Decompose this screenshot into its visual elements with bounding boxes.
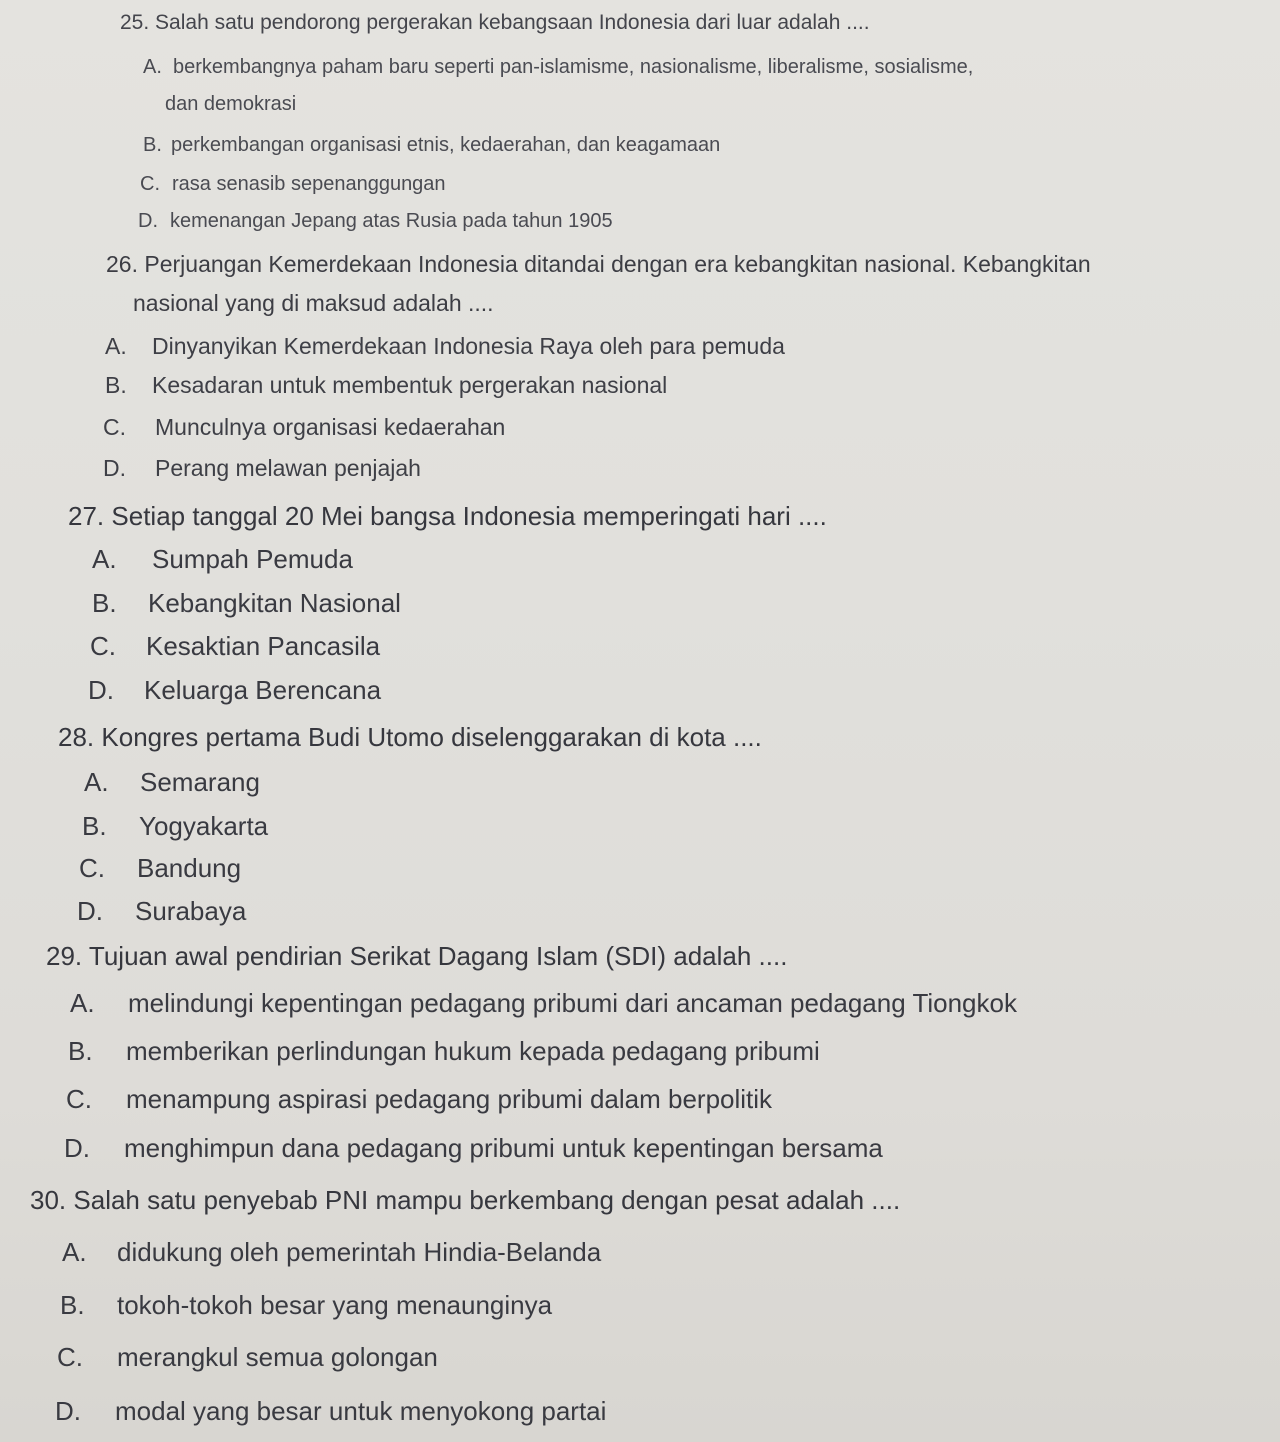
question-25 — [120, 12, 870, 33]
option-30-b — [60, 1292, 552, 1318]
option-letter: A. — [70, 988, 95, 1018]
option-letter: D. — [55, 1396, 81, 1426]
option-30-a — [62, 1239, 601, 1265]
option-29-c — [66, 1086, 772, 1112]
option-text: melindungi kepentingan pedagang pribumi dari ancaman pedagang Tiongkok — [128, 988, 1017, 1018]
option-letter: D. — [88, 675, 114, 705]
question-text: Salah satu pendorong pergerakan kebangsaan Indonesia dari luar adalah .... — [155, 11, 870, 34]
option-letter: D. — [77, 896, 103, 926]
option-letter: A. — [84, 767, 109, 797]
option-26-b — [105, 374, 667, 397]
question-number: 27. — [68, 501, 105, 531]
question-text: Setiap tanggal 20 Mei bangsa Indonesia memperingati hari .... — [111, 501, 827, 531]
option-letter: B. — [60, 1290, 85, 1320]
option-letter: B. — [105, 372, 127, 398]
option-letter: A. — [92, 544, 117, 574]
question-number: 28. — [58, 722, 95, 752]
option-text: didukung oleh pemerintah Hindia-Belanda — [117, 1237, 602, 1267]
question-text: Perjuangan Kemerdekaan Indonesia ditandai dengan era kebangkitan nasional. Kebangkitan — [144, 251, 1091, 277]
option-text: Kesadaran untuk membentuk pergerakan nasional — [152, 372, 668, 398]
question-text: Tujuan awal pendirian Serikat Dagang Islam (SDI) adalah .... — [88, 941, 788, 971]
option-text: Bandung — [137, 853, 242, 883]
option-text: Kesaktian Pancasila — [146, 631, 381, 661]
option-29-a — [70, 990, 1017, 1016]
option-29-b — [68, 1038, 820, 1064]
option-25-c — [140, 174, 446, 194]
option-letter: B. — [143, 134, 162, 156]
question-number: 25. — [120, 11, 150, 34]
question-29 — [46, 943, 787, 969]
option-27-c — [90, 633, 380, 659]
option-27-a — [92, 546, 353, 572]
option-letter: B. — [82, 811, 107, 841]
option-text: rasa senasib sepenanggungan — [172, 173, 446, 195]
option-26-d — [103, 457, 421, 480]
option-text: Semarang — [140, 767, 260, 797]
option-27-b — [92, 590, 401, 616]
option-text: Sumpah Pemuda — [152, 544, 353, 574]
option-text: Keluarga Berencana — [144, 675, 382, 705]
option-letter: B. — [68, 1036, 93, 1066]
option-28-a — [84, 769, 260, 795]
option-text: menampung aspirasi pedagang pribumi dalam berpolitik — [126, 1084, 773, 1114]
option-30-c — [57, 1344, 438, 1370]
option-text: modal yang besar untuk menyokong partai — [115, 1396, 607, 1426]
option-30-d — [55, 1398, 606, 1424]
option-text: Munculnya organisasi kedaerahan — [155, 414, 506, 440]
question-30 — [30, 1187, 900, 1213]
question-26 — [106, 253, 1091, 276]
option-text: Kebangkitan Nasional — [148, 588, 401, 618]
option-letter: C. — [66, 1084, 92, 1114]
option-28-d — [77, 898, 246, 924]
option-letter: C. — [57, 1342, 83, 1372]
option-25-a — [143, 57, 973, 77]
question-number: 29. — [46, 941, 83, 971]
option-text: Perang melawan penjajah — [155, 455, 421, 481]
question-text: nasional yang di maksud adalah .... — [133, 290, 494, 316]
option-letter: A. — [62, 1237, 87, 1267]
option-text: perkembangan organisasi etnis, kedaerahan, dan keagamaan — [171, 134, 721, 156]
option-letter: C. — [103, 414, 126, 440]
option-25-a-continued — [165, 94, 296, 114]
option-26-c — [103, 416, 505, 439]
question-number: 26. — [106, 251, 138, 277]
option-text: dan demokrasi — [165, 93, 297, 115]
option-letter: C. — [140, 173, 160, 195]
option-letter: C. — [90, 631, 116, 661]
option-text: kemenangan Jepang atas Rusia pada tahun 1905 — [170, 210, 613, 232]
option-text: Dinyanyikan Kemerdekaan Indonesia Raya oleh para pemuda — [152, 333, 785, 359]
question-number: 30. — [30, 1185, 67, 1215]
option-25-b — [143, 135, 720, 155]
option-text: Yogyakarta — [139, 811, 269, 841]
option-letter: A. — [143, 56, 162, 78]
question-28 — [58, 724, 762, 750]
option-28-b — [82, 813, 268, 839]
option-text: Surabaya — [135, 896, 247, 926]
option-25-d — [138, 211, 613, 231]
option-letter: B. — [92, 588, 117, 618]
question-27 — [68, 503, 827, 529]
option-letter: D. — [138, 210, 158, 232]
option-27-d — [88, 677, 381, 703]
option-letter: D. — [64, 1133, 90, 1163]
option-text: memberikan perlindungan hukum kepada pedagang pribumi — [126, 1036, 820, 1066]
option-29-d — [64, 1135, 883, 1161]
option-28-c — [79, 855, 241, 881]
option-text: menghimpun dana pedagang pribumi untuk kepentingan bersama — [124, 1133, 883, 1163]
option-text: tokoh-tokoh besar yang menaunginya — [117, 1290, 553, 1320]
question-text: Kongres pertama Budi Utomo diselenggarakan di kota .... — [101, 722, 762, 752]
option-letter: D. — [103, 455, 126, 481]
question-text: Salah satu penyebab PNI mampu berkembang dengan pesat adalah .... — [73, 1185, 901, 1215]
option-letter: C. — [79, 853, 105, 883]
option-letter: A. — [105, 333, 127, 359]
question-26-continued — [133, 292, 494, 315]
option-text: merangkul semua golongan — [117, 1342, 438, 1372]
option-text: berkembangnya paham baru seperti pan-islamisme, nasionalisme, liberalisme, sosialisme, — [173, 56, 974, 78]
option-26-a — [105, 335, 785, 358]
